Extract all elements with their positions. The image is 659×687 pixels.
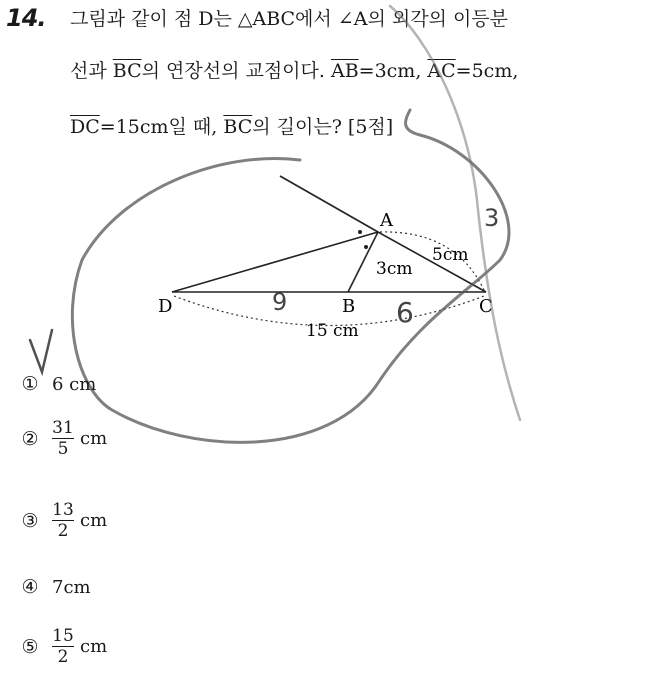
- choice-3-number: ③: [21, 509, 39, 532]
- line-ad: [172, 232, 378, 292]
- question-text-3b: 의 길이는? [5점]: [252, 116, 394, 138]
- choice-2-denominator: 5: [57, 439, 69, 459]
- choice-2-fraction: [52, 418, 74, 459]
- angle-mark-dot-1: [358, 230, 362, 234]
- label-ac-length: 5cm: [432, 245, 469, 265]
- choice-3-fraction: [52, 500, 74, 541]
- segment-dc: $\overline{DC}$: [70, 116, 100, 138]
- choice-1[interactable]: [18, 372, 96, 396]
- segment-ab: $\overline{AB}$: [330, 60, 359, 82]
- choice-2[interactable]: [18, 418, 107, 459]
- choice-5-number: ⑤: [21, 635, 39, 658]
- label-c: C: [479, 296, 493, 317]
- choice-5-denominator: 2: [57, 647, 69, 667]
- choice-2-unit: cm: [80, 428, 108, 449]
- problem-number: 14.: [6, 4, 46, 32]
- choice-2-number: ②: [21, 427, 39, 450]
- choice-5-numerator: 15: [52, 626, 74, 646]
- segment-bc: $\overline{BC}$: [112, 60, 142, 82]
- choice-4-text: 7cm: [52, 576, 91, 598]
- choice-4[interactable]: [18, 575, 91, 599]
- label-a: A: [380, 210, 393, 231]
- choice-1-text: 6 cm: [52, 373, 97, 395]
- segment-ac: $\overline{AC}$: [427, 60, 456, 82]
- question-text-2c: =3cm,: [358, 60, 428, 82]
- choice-3[interactable]: [18, 500, 107, 541]
- choice-5[interactable]: [18, 626, 107, 667]
- choice-4-number: ④: [21, 576, 39, 598]
- question-text-2a: 선과: [70, 60, 113, 82]
- choice-5-unit: cm: [80, 636, 108, 657]
- choice-3-unit: cm: [80, 510, 108, 531]
- choice-3-numerator: 13: [52, 500, 74, 520]
- choice-1-number: ①: [21, 373, 39, 395]
- choice-3-denominator: 2: [57, 521, 69, 541]
- line-ba-extension: [280, 176, 378, 232]
- pencil-mark-9: 9: [272, 288, 288, 316]
- question-text-3a: =15cm일 때,: [99, 116, 224, 138]
- question-text-1: 그림과 같이 점 D는 △ABC에서 ∠A의 외각의 이등분: [70, 8, 509, 30]
- label-b: B: [342, 296, 356, 317]
- pencil-mark-6: 6: [396, 296, 414, 329]
- label-d: D: [158, 296, 173, 317]
- choice-5-fraction: [52, 626, 74, 667]
- segment-bc-2: $\overline{BC}$: [223, 116, 253, 138]
- label-ab-length: 3cm: [376, 259, 413, 279]
- angle-mark-dot-2: [364, 245, 368, 249]
- pencil-mark-3: 3: [484, 204, 500, 232]
- question-text-2b: 의 연장선의 교점이다.: [141, 60, 331, 82]
- label-dc-length: 15 cm: [306, 321, 359, 341]
- question-text-2d: =5cm,: [455, 60, 519, 82]
- choice-2-numerator: 31: [52, 418, 74, 438]
